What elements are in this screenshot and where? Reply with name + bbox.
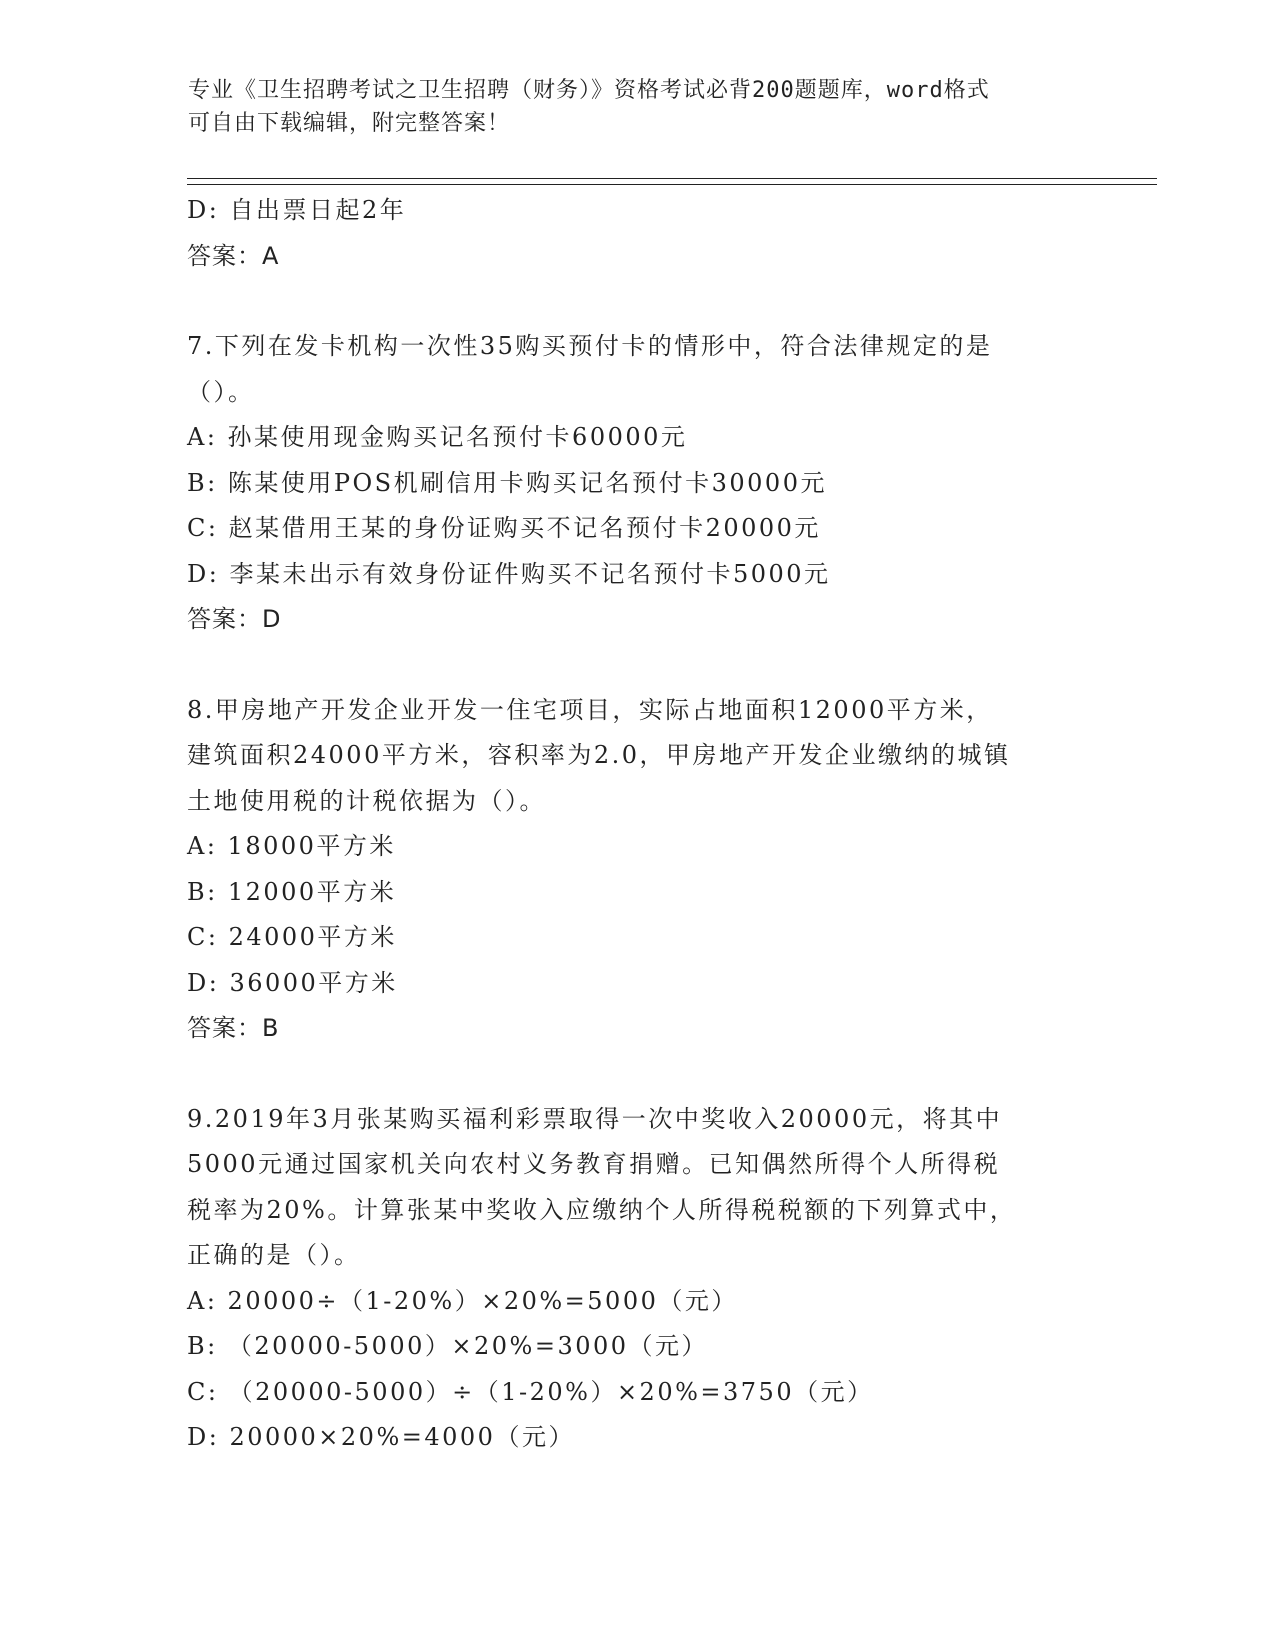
option-c: C: 24000平方米 — [187, 923, 397, 951]
question-stem: （）。 — [187, 377, 255, 406]
question-stem: 8.甲房地产开发企业开发一住宅项目，实际占地面积12000平方米， — [187, 695, 993, 724]
option-c: C: 赵某借用王某的身份证购买不记名预付卡20000元 — [187, 514, 821, 542]
question-stem: 7.下列在发卡机构一次性35购买预付卡的情形中，符合法律规定的是 — [187, 332, 993, 360]
spacer — [187, 279, 1087, 324]
answer-line: 答案：B — [187, 1014, 280, 1042]
question-stem: 9.2019年3月张某购买福利彩票取得一次中奖收入20000元，将其中 — [187, 1104, 1003, 1133]
spacer — [187, 643, 1087, 688]
question-stem: 正确的是（）。 — [187, 1241, 361, 1269]
option-b: B: 陈某使用POS机刷信用卡购买记名预付卡30000元 — [187, 468, 827, 497]
question-7 — [187, 324, 1087, 643]
answer-line: 答案：D — [187, 605, 282, 633]
option-a: A: 孙某使用现金购买记名预付卡60000元 — [187, 423, 688, 451]
header-line-1: 专业《卫生招聘考试之卫生招聘（财务）》资格考试必背200题题库，word格式 — [188, 78, 990, 103]
option-a: A: 20000÷（1-20%）×20%=5000（元） — [187, 1286, 738, 1315]
option-c: C: （20000-5000）÷（1-20%）×20%=3750（元） — [187, 1377, 874, 1406]
option-d: D: 李某未出示有效身份证件购买不记名预付卡5000元 — [187, 559, 831, 588]
option-d: D: 36000平方米 — [187, 968, 398, 997]
spacer — [187, 1052, 1087, 1097]
question-stem: 税率为20%。计算张某中奖收入应缴纳个人所得税税额的下列算式中， — [187, 1195, 1017, 1224]
page-header — [188, 74, 1068, 140]
question-9 — [187, 1097, 1087, 1461]
header-rule-bottom — [187, 184, 1157, 185]
option-d: D: 自出票日起2年 — [187, 196, 407, 224]
question-stem: 5000元通过国家机关向农村义务教育捐赠。已知偶然所得个人所得税 — [187, 1150, 1001, 1178]
question-stem: 土地使用税的计税依据为（）。 — [187, 786, 546, 815]
question-stem: 建筑面积24000平方米，容积率为2.0，甲房地产开发企业缴纳的城镇 — [187, 741, 1011, 769]
option-b: B: 12000平方米 — [187, 877, 397, 906]
header-rule-top — [187, 178, 1157, 179]
question-8 — [187, 688, 1087, 1052]
answer-line: 答案：A — [187, 241, 280, 270]
document-body — [187, 188, 1087, 1461]
prev-question-block — [187, 188, 1087, 279]
option-b: B: （20000-5000）×20%=3000（元） — [187, 1332, 709, 1360]
header-line-2: 可自由下载编辑，附完整答案！ — [188, 111, 511, 136]
option-d: D: 20000×20%=4000（元） — [187, 1423, 575, 1451]
option-a: A: 18000平方米 — [187, 832, 396, 860]
